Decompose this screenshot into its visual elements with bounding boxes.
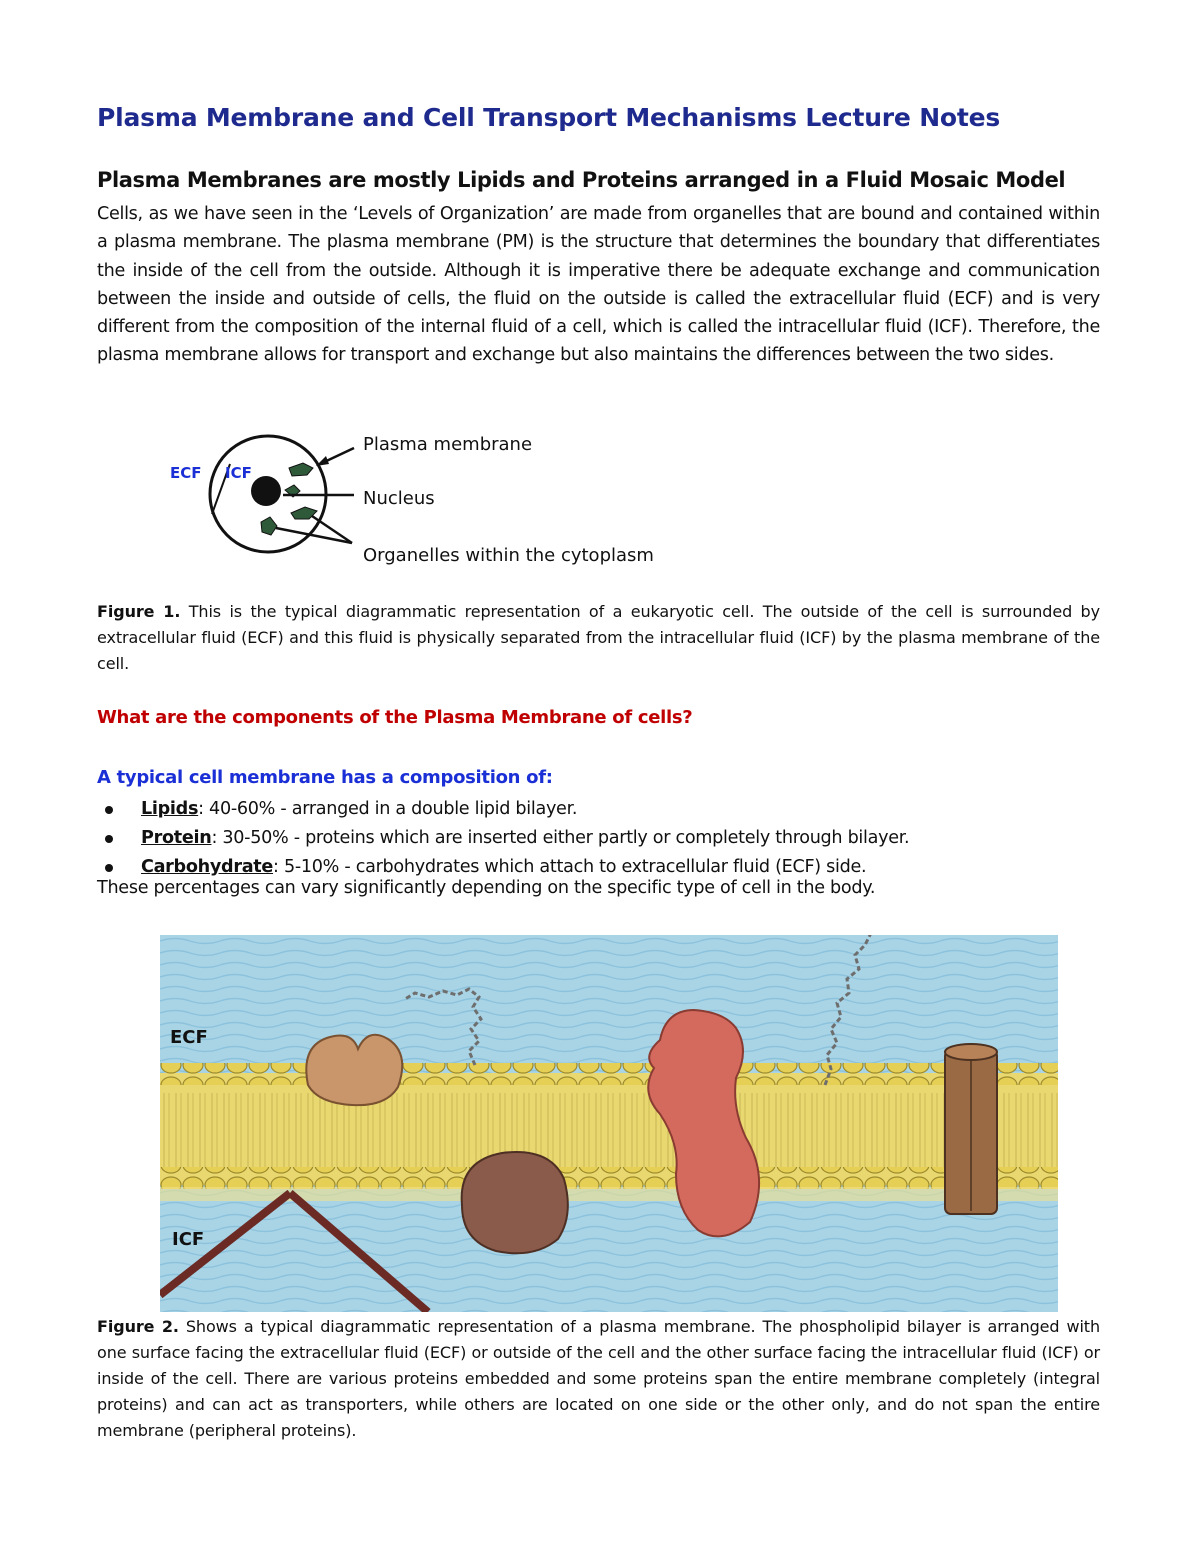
nucleus-shape — [251, 476, 281, 506]
figure-2-caption-label: Figure 2. — [97, 1317, 179, 1336]
figure-2-caption — [97, 1314, 1100, 1444]
bilayer-tails — [160, 1093, 1058, 1167]
bullet-dot — [105, 864, 113, 872]
outer-leaflet-heads — [160, 1063, 1058, 1085]
desc-lipids: : 40-60% - arranged in a double lipid bilayer. — [198, 799, 578, 819]
desc-protein: : 30-50% - proteins which are inserted either partly or completely through bilayer. — [211, 828, 910, 848]
components-question: What are the components of the Plasma Membrane of cells? — [97, 707, 693, 728]
desc-carbohydrate: : 5-10% - carbohydrates which attach to extracellular fluid (ECF) side. — [273, 857, 867, 877]
fig1-icf-label: ICF — [225, 464, 252, 482]
label-plasma-membrane: Plasma membrane — [363, 434, 533, 455]
term-lipids: Lipids — [141, 799, 199, 819]
term-carbohydrate: Carbohydrate — [141, 857, 274, 877]
composition-heading: A typical cell membrane has a composition of: — [97, 767, 553, 788]
figure-2-membrane-diagram — [160, 935, 1058, 1312]
section-heading: Plasma Membranes are mostly Lipids and Proteins arranged in a Fluid Mosaic Model — [97, 168, 1066, 192]
label-organelles: Organelles within the cytoplasm — [363, 545, 654, 566]
peripheral-protein-bottom — [462, 1152, 568, 1253]
peripheral-protein-top — [306, 1035, 402, 1105]
page-title: Plasma Membrane and Cell Transport Mechanisms Lecture Notes — [97, 103, 1001, 132]
fig2-ecf-label: ECF — [170, 1027, 208, 1048]
figure-1-cell-diagram — [150, 418, 710, 578]
figure-1-caption — [97, 599, 1100, 677]
fig2-icf-label: ICF — [172, 1229, 205, 1250]
label-nucleus: Nucleus — [363, 488, 435, 509]
figure-1-caption-text: This is the typical diagrammatic representation of a eukaryotic cell. The outside of the cell is surrounded by extracellular fluid (ECF) and this fluid is physically separated from the intracellular fluid (ICF) by the plasma membrane of the cell. — [97, 602, 1100, 673]
bullet-dot — [105, 806, 113, 814]
list-item-protein — [97, 824, 909, 853]
intro-paragraph: Cells, as we have seen in the ‘Levels of Organization’ are made from organelles that are bound and contained within a plasma membrane. The plasma membrane (PM) is the structure that determines the boundary that differentiates the inside of the cell from the outside. Although it is imperative there be adequate exchange and communication between the inside and outside of cells, the fluid on the outside is called the extracellular fluid (ECF) and is very different from the composition of the internal fluid of a cell, which is called the intracellular fluid (ICF). Therefore, the plasma membrane allows for transport and exchange but also maintains the differences between the two sides. — [97, 204, 1100, 366]
channel-protein-top — [945, 1044, 997, 1060]
figure-1-caption-label: Figure 1. — [97, 602, 181, 621]
fig1-ecf-label: ECF — [170, 464, 202, 482]
arrowhead-plasma-membrane — [316, 456, 329, 466]
composition-list — [97, 795, 909, 882]
inner-leaflet-heads — [160, 1167, 1058, 1189]
figure-2-caption-text: Shows a typical diagrammatic representation of a plasma membrane. The phospholipid bilayer is arranged with one surface facing the extracellular fluid (ECF) or outside of the cell and the other surface facing the intracellular fluid (ICF) or inside of the cell. There are various proteins embedded and some proteins span the entire membrane completely (integral proteins) and can act as transporters, while others are located on one side or the other only, and do not span the entire membrane (peripheral proteins). — [97, 1317, 1100, 1440]
variation-note: These percentages can vary significantly depending on the specific type of cell in the body. — [97, 878, 876, 898]
term-protein: Protein — [141, 828, 212, 848]
bullet-dot — [105, 835, 113, 843]
list-item-lipids — [97, 795, 909, 824]
